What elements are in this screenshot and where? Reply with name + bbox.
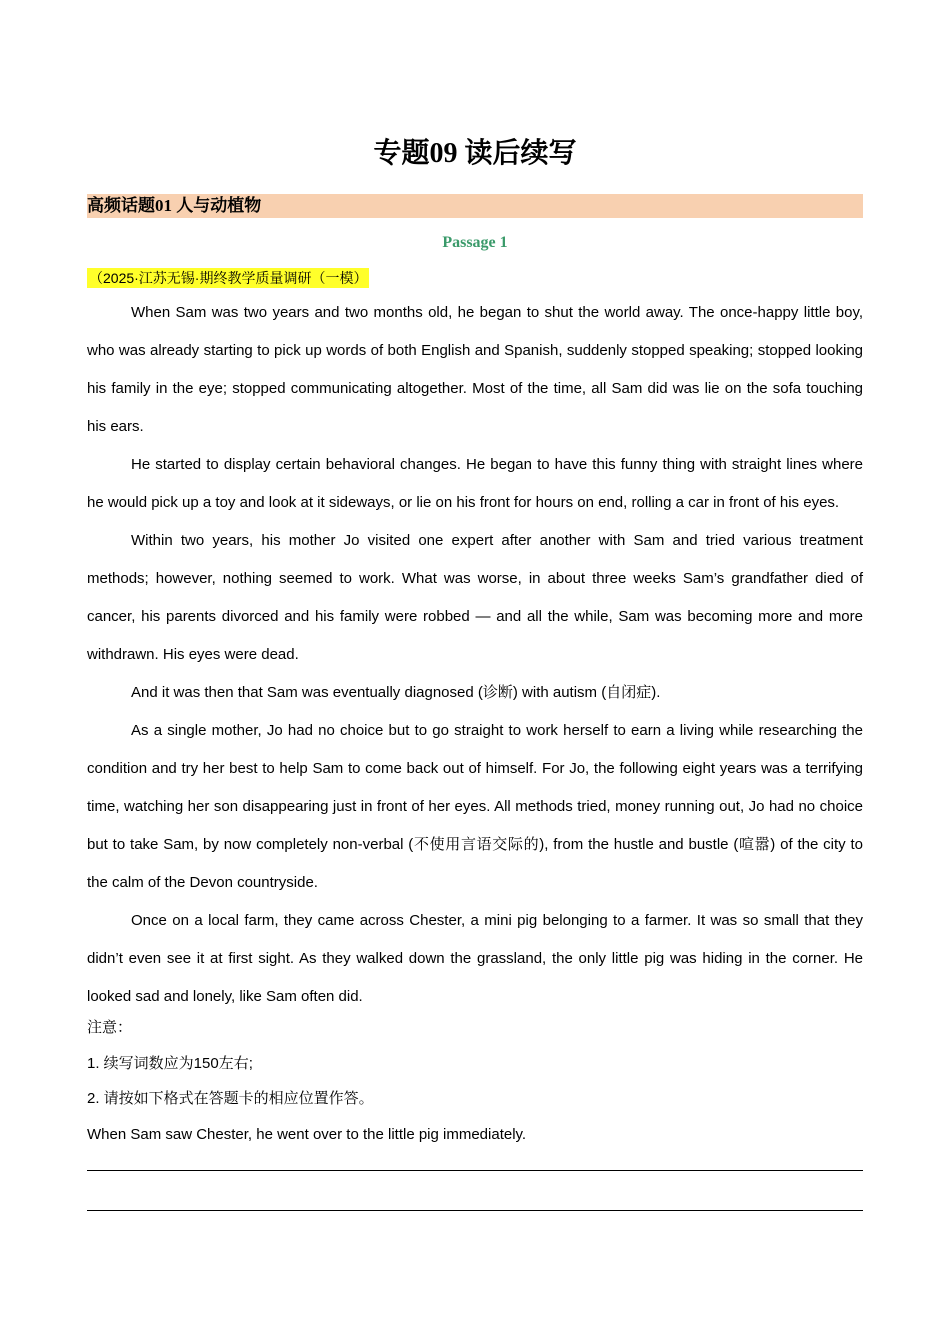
continuation-start-sentence: When Sam saw Chester, he went over to the little pig immediately. (87, 1125, 527, 1143)
note-word-count: 1. 续写词数应为150左右; (87, 1054, 253, 1072)
paragraph-5: As a single mother, Jo had no choice but to go straight to work herself to earn a living while researching the condition and try her best to help Sam to come back out of himself. For Jo, the following eight years was a terrifying time, watching her son disappearing just in front of her eyes. All methods tried, money running out, Jo had no choice but to take Sam, by now completely non-verbal (不使用言语交际的), from the hustle and bustle (喧嚣) of the city to the calm of the Devon countryside. (87, 722, 863, 891)
paragraph-1: When Sam was two years and two months old, he began to shut the world away. The once-happy little boy, who was already starting to pick up words of both English and Spanish, suddenly stopped speaking; stopped looking his family in the eye; stopped communicating altogether. Most of the time, all Sam did was lie on the sofa touching his ears. (87, 304, 863, 435)
page-title: 专题09 读后续写 (373, 138, 577, 169)
answer-line[interactable] (87, 1210, 863, 1211)
paragraph-4: And it was then that Sam was eventually diagnosed (诊断) with autism (自闭症). (131, 684, 661, 701)
passage-body (87, 294, 863, 1016)
answer-line[interactable] (87, 1170, 863, 1171)
note-format: 2. 请按如下格式在答题卡的相应位置作答。 (87, 1090, 374, 1107)
topic-heading: 高频话题01 人与动植物 (87, 194, 863, 218)
source-highlight: （2025·江苏无锡·期终教学质量调研（一模） (89, 270, 368, 286)
passage-label: Passage 1 (442, 234, 508, 251)
paragraph-3: Within two years, his mother Jo visited one expert after another with Sam and tried various treatment methods; however, nothing seemed to work. What was worse, in about three weeks Sam’s grandfather died of cancer, his parents divorced and his family were robbed — and all the while, Sam was becoming more and more withdrawn. His eyes were dead. (87, 532, 863, 663)
notes-section (87, 1010, 863, 1152)
paragraph-2: He started to display certain behavioral changes. He began to have this funny thing with straight lines where he would pick up a toy and look at it sideways, or lie on his front for hours on end, rolling a car in front of his eyes. (87, 456, 863, 511)
notes-heading: 注意： (87, 1019, 133, 1036)
paragraph-6: Once on a local farm, they came across Chester, a mini pig belonging to a farmer. It was so small that they didn’t even see it at first sight. As they walked down the grassland, the only little pig was hiding in the corner. He looked sad and lonely, like Sam often did. (87, 912, 863, 1005)
